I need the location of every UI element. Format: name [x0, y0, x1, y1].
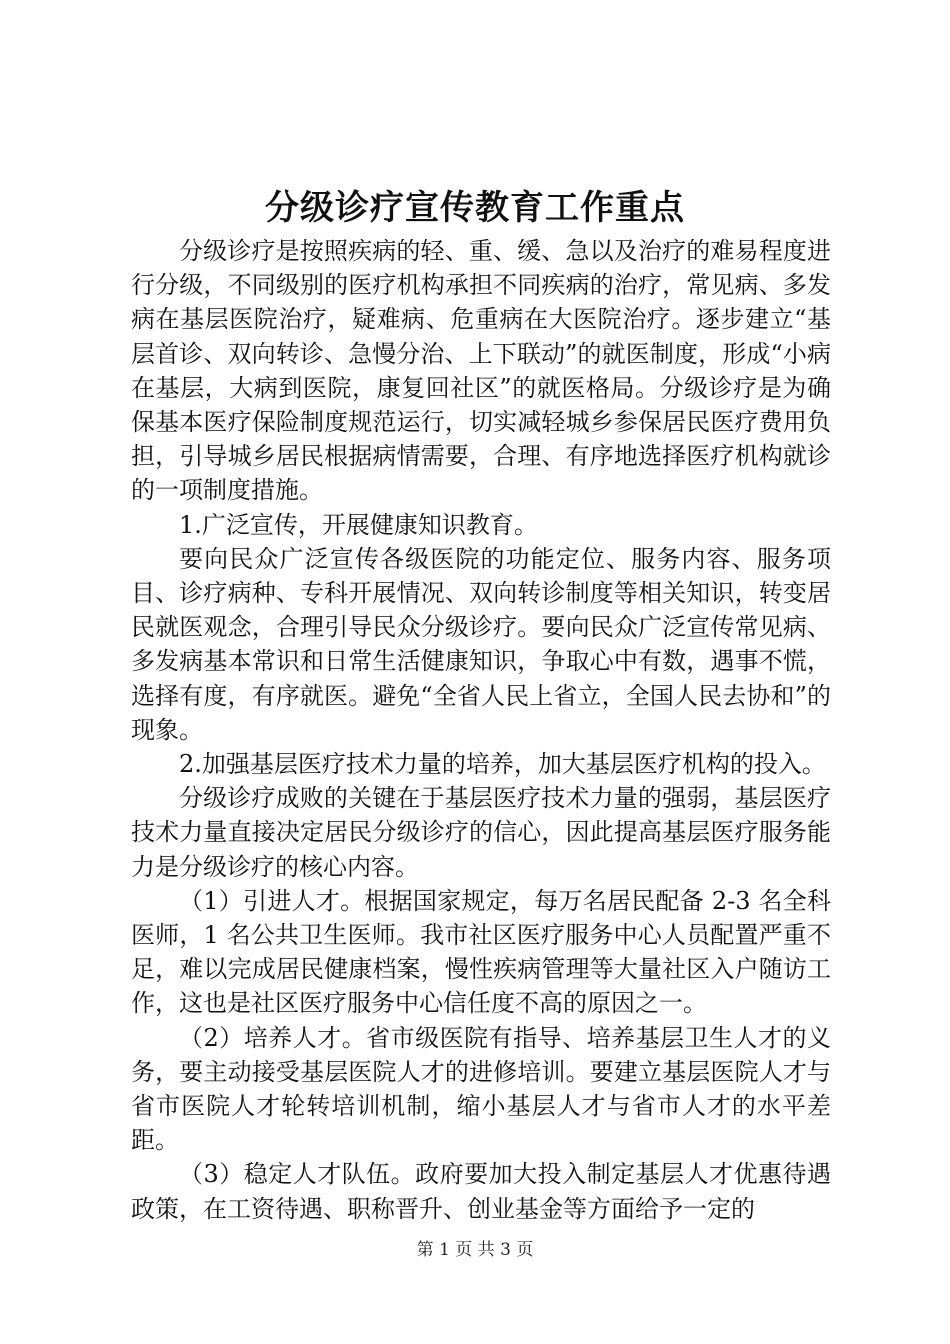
paragraph-section-1: 要向民众广泛宣传各级医院的功能定位、服务内容、服务项目、诊疗病种、专科开展情况、双向转诊制度等相关知识，转变居民就医观念，合理引导民众分级诊疗。要向民众广泛宣传常见病、多发病基本常识和日常生活健康知识，争取心中有数，遇事不慌，选择有度，有序就医。避免“全省人民上省立，全国人民去协和”的现象。 — [131, 544, 831, 744]
heading-section-2: 2.加强基层医疗技术力量的培养，加大基层医疗机构的投入。 — [179, 750, 826, 779]
heading-section-1: 1.广泛宣传，开展健康知识教育。 — [179, 510, 538, 539]
paragraph-intro: 分级诊疗是按照疾病的轻、重、缓、急以及治疗的难易程度进行分级，不同级别的医疗机构承担不同疾病的治疗，常见病、多发病在基层医院治疗，疑难病、危重病在大医院治疗。逐步建立“基层首诊、双向转诊、急慢分治、上下联动”的就医制度，形成“小病在基层，大病到医院，康复回社区”的就医格局。分级诊疗是为确保基本医疗保险制度规范运行，切实减轻城乡参保居民医疗费用负担，引导城乡居民根据病情需要，合理、有序地选择医疗机构就诊的一项制度措施。 — [131, 237, 831, 505]
paragraph-item-1: （1）引进人才。根据国家规定，每万名居民配备 2-3 名全科医师，1 名公共卫生医师。我市社区医疗服务中心人员配置严重不足，难以完成居民健康档案，慢性疾病管理等大量社区入户随访工作，这也是社区医疗服务中心信任度不高的原因之一。 — [131, 886, 831, 1018]
page-footer: 第 1 页 共 3 页 — [416, 1240, 534, 1260]
paragraph-item-2: （2）培养人才。省市级医院有指导、培养基层卫生人才的义务，要主动接受基层医院人才的进修培训。要建立基层医院人才与省市医院人才轮转培训机制，缩小基层人才与省市人才的水平差距。 — [131, 1023, 831, 1155]
document-title: 分级诊疗宣传教育工作重点 — [265, 188, 685, 228]
paragraph-item-3: （3）稳定人才队伍。政府要加大投入制定基层人才优惠待遇政策，在工资待遇、职称晋升、创业基金等方面给予一定的 — [131, 1160, 831, 1223]
paragraph-section-2: 分级诊疗成败的关键在于基层医疗技术力量的强弱，基层医疗技术力量直接决定居民分级诊疗的信心，因此提高基层医疗服务能力是分级诊疗的核心内容。 — [131, 784, 831, 881]
document-body — [131, 234, 831, 1226]
